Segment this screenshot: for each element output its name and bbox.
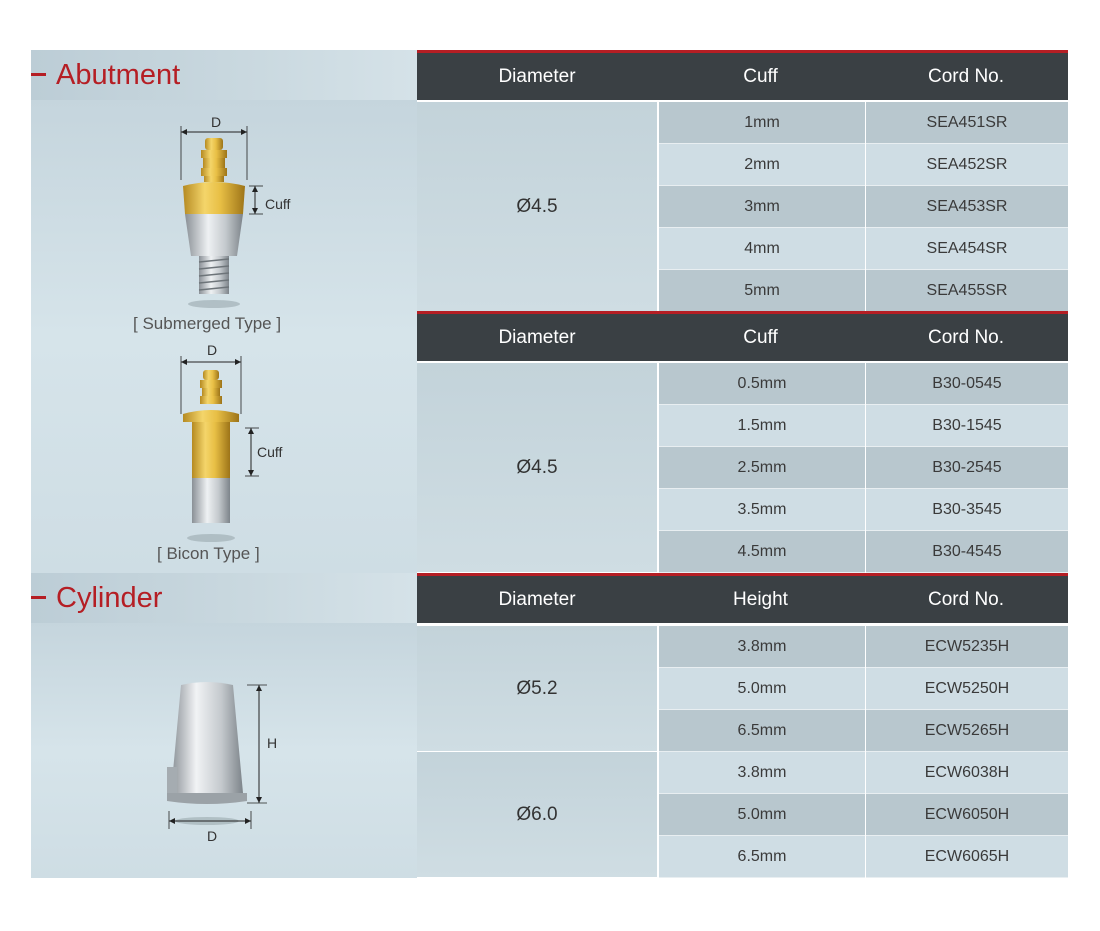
abutment-section-title [31, 50, 180, 100]
title-dash [31, 73, 46, 76]
height-value: 3.8mm [659, 752, 865, 794]
table-row [659, 836, 1068, 878]
header-code: Cord No. [927, 589, 1005, 610]
table-row [659, 102, 1068, 144]
header-diameter: Diameter [498, 589, 576, 610]
code-value: ECW5250H [866, 668, 1068, 710]
cylinder-title-text: Cylinder [56, 582, 163, 614]
submerged-table-body [417, 102, 1068, 312]
cuff-value: 2.5mm [659, 447, 865, 489]
diameter-value: Ø6.0 [516, 803, 558, 825]
cylinder-dim-d: D [207, 828, 218, 844]
table-row [659, 531, 1068, 573]
cylinder-diameter-cell-60 [417, 752, 657, 878]
code-value: B30-2545 [866, 447, 1068, 489]
title-dash [31, 596, 46, 599]
bicon-dim-d: D [207, 342, 218, 358]
code-value: SEA452SR [866, 144, 1068, 186]
cylinder-table-body [417, 626, 1068, 878]
table-row [659, 405, 1068, 447]
header-height: Height [733, 589, 788, 610]
cuff-value: 4.5mm [659, 531, 865, 573]
code-value: B30-1545 [866, 405, 1068, 447]
bicon-diameter-cell [417, 363, 657, 573]
bicon-table-header [417, 311, 1068, 361]
cuff-value: 5mm [659, 270, 865, 312]
cylinder-dim-h: H [267, 735, 278, 751]
header-code: Cord No. [927, 327, 1005, 348]
cylinder-panel [31, 573, 1068, 878]
code-value: ECW6050H [866, 794, 1068, 836]
height-value: 3.8mm [659, 626, 865, 668]
code-value: B30-4545 [866, 531, 1068, 573]
header-diameter: Diameter [498, 327, 576, 348]
cuff-value: 1mm [659, 102, 865, 144]
submerged-dim-cuff: Cuff [265, 196, 291, 212]
bicon-caption: [ Bicon Type ] [157, 544, 260, 563]
cuff-value: 3mm [659, 186, 865, 228]
table-row [659, 186, 1068, 228]
table-row [659, 447, 1068, 489]
abutment-panel [31, 50, 1068, 573]
table-row [659, 752, 1068, 794]
table-row [659, 144, 1068, 186]
cuff-value: 0.5mm [659, 363, 865, 405]
height-value: 5.0mm [659, 794, 865, 836]
cuff-value: 1.5mm [659, 405, 865, 447]
submerged-diameter-cell [417, 102, 657, 312]
submerged-caption: [ Submerged Type ] [133, 314, 282, 333]
table-row [659, 626, 1068, 668]
table-row [659, 668, 1068, 710]
code-value: SEA451SR [866, 102, 1068, 144]
code-value: B30-0545 [866, 363, 1068, 405]
height-value: 6.5mm [659, 836, 865, 878]
code-value: SEA453SR [866, 186, 1068, 228]
code-value: B30-3545 [866, 489, 1068, 531]
diameter-value: Ø4.5 [516, 195, 558, 217]
diameter-value: Ø4.5 [516, 456, 558, 478]
header-cuff: Cuff [743, 327, 778, 348]
submerged-dim-d: D [211, 114, 222, 130]
code-value: SEA454SR [866, 228, 1068, 270]
cylinder-illustration [159, 677, 279, 837]
cylinder-diameter-cell-52 [417, 626, 657, 752]
cylinder-table-header [417, 573, 1068, 623]
cuff-value: 2mm [659, 144, 865, 186]
header-diameter: Diameter [498, 66, 576, 87]
code-value: ECW6038H [866, 752, 1068, 794]
table-row [659, 794, 1068, 836]
bicon-table-body [417, 363, 1068, 573]
table-row [659, 228, 1068, 270]
cuff-value: 3.5mm [659, 489, 865, 531]
table-row [659, 363, 1068, 405]
code-value: ECW6065H [866, 836, 1068, 878]
code-value: ECW5235H [866, 626, 1068, 668]
height-value: 6.5mm [659, 710, 865, 752]
abutment-title-text: Abutment [56, 59, 181, 91]
diameter-value: Ø5.2 [516, 677, 558, 699]
table-row [659, 489, 1068, 531]
cuff-value: 4mm [659, 228, 865, 270]
header-cuff: Cuff [743, 66, 778, 87]
table-row [659, 710, 1068, 752]
height-value: 5.0mm [659, 668, 865, 710]
header-code: Cord No. [927, 66, 1005, 87]
bicon-dim-cuff: Cuff [257, 444, 283, 460]
code-value: ECW5265H [866, 710, 1068, 752]
cylinder-section-title [31, 573, 162, 623]
code-value: SEA455SR [866, 270, 1068, 312]
submerged-abutment-illustration [171, 120, 291, 310]
table-row [659, 270, 1068, 312]
submerged-table-header [417, 50, 1068, 100]
